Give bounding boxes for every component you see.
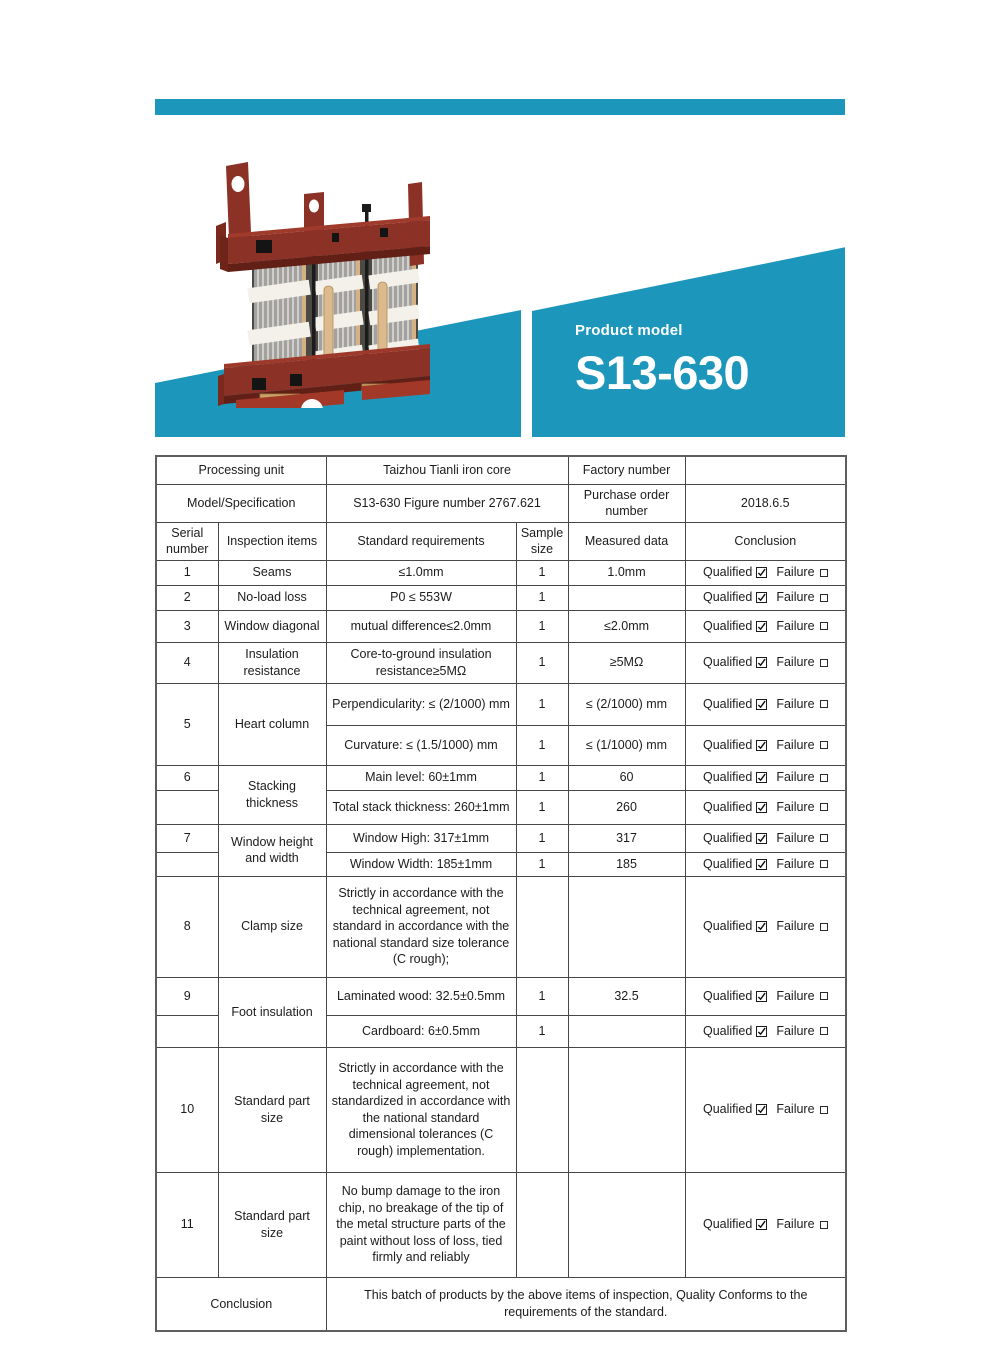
serial-number-cell: 1 (156, 560, 218, 585)
failure-label: Failure (776, 770, 815, 785)
measured-data-cell: 32.5 (568, 977, 685, 1015)
qualified-checkbox-icon (756, 657, 767, 668)
qualified-checkbox-icon (756, 991, 767, 1002)
qualified-label: Qualified (702, 655, 753, 670)
standard-requirement-cell: ≤1.0mm (326, 560, 516, 585)
inspection-item-cell: No-load loss (218, 585, 326, 610)
sample-size-cell: 1 (516, 585, 568, 610)
header-standard-requirements: Standard requirements (326, 522, 516, 560)
sample-size-cell: 1 (516, 824, 568, 852)
inspection-row (156, 610, 846, 642)
sample-size-cell: 1 (516, 560, 568, 585)
inspection-item-cell: Seams (218, 560, 326, 585)
measured-data-cell (568, 585, 685, 610)
product-model-label: Product model (575, 322, 683, 339)
inspection-row (156, 585, 846, 610)
top-accent-bar (155, 99, 845, 115)
qualified-checkbox-icon (756, 1026, 767, 1037)
qualified-label: Qualified (702, 988, 753, 1003)
transformer-core-illustration (212, 138, 447, 408)
failure-label: Failure (776, 618, 815, 633)
serial-number-cell: 11 (156, 1172, 218, 1277)
conclusion-cell (685, 824, 846, 852)
measured-data-cell (568, 1172, 685, 1277)
conclusion-cell (685, 1172, 846, 1277)
failure-checkbox-icon (820, 992, 828, 1000)
failure-checkbox-icon (820, 1221, 828, 1229)
sample-size-cell: 1 (516, 852, 568, 876)
inspection-item-cell: Heart column (218, 683, 326, 765)
qualified-checkbox-icon (756, 699, 767, 710)
sample-size-cell: 1 (516, 725, 568, 765)
qualified-checkbox-icon (756, 772, 767, 783)
qualified-checkbox-icon (756, 833, 767, 844)
serial-number-cell: 9 (156, 977, 218, 1015)
conclusion-row (156, 1277, 846, 1331)
failure-label: Failure (776, 799, 815, 814)
standard-requirement-cell: No bump damage to the iron chip, no breakage of the tip of the metal structure parts of the paint without loss of loss, tied firmly and reliably (326, 1172, 516, 1277)
measured-data-cell: 317 (568, 824, 685, 852)
standard-requirement-cell: Window Width: 185±1mm (326, 852, 516, 876)
failure-checkbox-icon (820, 700, 828, 708)
serial-number-cell: 10 (156, 1047, 218, 1172)
failure-label: Failure (776, 856, 815, 871)
failure-label: Failure (776, 1102, 815, 1117)
standard-requirement-cell: P0 ≤ 553W (326, 585, 516, 610)
factory-number-value (685, 456, 846, 484)
serial-number-cell (156, 790, 218, 824)
serial-number-cell: 4 (156, 642, 218, 683)
standard-requirement-cell: Strictly in accordance with the technical agreement, not standardized in accordance with the national standard dimensional tolerances (C rough) implementation. (326, 1047, 516, 1172)
measured-data-cell: ≤2.0mm (568, 610, 685, 642)
conclusion-label: Conclusion (156, 1277, 326, 1331)
qualified-checkbox-icon (756, 621, 767, 632)
standard-requirement-cell: mutual difference≤2.0mm (326, 610, 516, 642)
inspection-item-cell: Standard part size (218, 1172, 326, 1277)
top-clamp (216, 162, 430, 272)
qualified-checkbox-icon (756, 567, 767, 578)
failure-label: Failure (776, 696, 815, 711)
conclusion-cell (685, 683, 846, 725)
conclusion-text: This batch of products by the above items of inspection, Quality Conforms to the requirements of the standard. (326, 1277, 846, 1331)
failure-checkbox-icon (820, 774, 828, 782)
qualified-label: Qualified (702, 565, 753, 580)
sample-size-cell: 1 (516, 642, 568, 683)
inspection-row (156, 977, 846, 1015)
failure-checkbox-icon (820, 622, 828, 630)
qualified-checkbox-icon (756, 1104, 767, 1115)
model-spec-value: S13-630 Figure number 2767.621 (326, 484, 568, 522)
conclusion-cell (685, 852, 846, 876)
qualified-label: Qualified (702, 856, 753, 871)
product-model-value: S13-630 (575, 346, 750, 399)
qualified-label: Qualified (702, 590, 753, 605)
sample-size-cell: 1 (516, 1015, 568, 1047)
measured-data-cell (568, 876, 685, 977)
factory-number-label: Factory number (568, 456, 685, 484)
failure-checkbox-icon (820, 1027, 828, 1035)
conclusion-cell (685, 790, 846, 824)
serial-number-cell: 7 (156, 824, 218, 852)
failure-checkbox-icon (820, 923, 828, 931)
failure-label: Failure (776, 988, 815, 1003)
inspection-item-cell: Window height and width (218, 824, 326, 876)
header-sample-size: Sample size (516, 522, 568, 560)
qualified-checkbox-icon (756, 921, 767, 932)
inspection-row (156, 765, 846, 790)
failure-checkbox-icon (820, 659, 828, 667)
failure-label: Failure (776, 830, 815, 845)
failure-checkbox-icon (820, 834, 828, 842)
header-inspection-items: Inspection items (218, 522, 326, 560)
inspection-row (156, 642, 846, 683)
inspection-row (156, 683, 846, 725)
qualified-label: Qualified (702, 919, 753, 934)
serial-number-cell: 6 (156, 765, 218, 790)
measured-data-cell: 260 (568, 790, 685, 824)
header-serial-number: Serial number (156, 522, 218, 560)
inspection-item-cell: Standard part size (218, 1047, 326, 1172)
qualified-label: Qualified (702, 618, 753, 633)
measured-data-cell: ≤ (1/1000) mm (568, 725, 685, 765)
product-banner (575, 322, 749, 398)
sample-size-cell: 1 (516, 765, 568, 790)
standard-requirement-cell: Main level: 60±1mm (326, 765, 516, 790)
inspection-tbody (156, 560, 846, 1277)
failure-label: Failure (776, 1023, 815, 1038)
purchase-order-label: Purchase order number (568, 484, 685, 522)
purchase-order-value: 2018.6.5 (685, 484, 846, 522)
serial-number-cell: 5 (156, 683, 218, 765)
failure-label: Failure (776, 565, 815, 580)
standard-requirement-cell: Laminated wood: 32.5±0.5mm (326, 977, 516, 1015)
inspection-row (156, 1047, 846, 1172)
qualified-checkbox-icon (756, 859, 767, 870)
sample-size-cell: 1 (516, 977, 568, 1015)
inspection-item-cell: Foot insulation (218, 977, 326, 1047)
failure-label: Failure (776, 1217, 815, 1232)
conclusion-cell (685, 642, 846, 683)
failure-label: Failure (776, 590, 815, 605)
measured-data-cell (568, 1015, 685, 1047)
sample-size-cell: 1 (516, 683, 568, 725)
table-header-row (156, 522, 846, 560)
conclusion-cell (685, 1047, 846, 1172)
failure-checkbox-icon (820, 860, 828, 868)
sample-size-cell (516, 1172, 568, 1277)
header-measured-data: Measured data (568, 522, 685, 560)
qualified-checkbox-icon (756, 740, 767, 751)
header-conclusion: Conclusion (685, 522, 846, 560)
qualified-label: Qualified (702, 799, 753, 814)
measured-data-cell: ≥5MΩ (568, 642, 685, 683)
qualified-checkbox-icon (756, 1219, 767, 1230)
qualified-checkbox-icon (756, 592, 767, 603)
processing-unit-label: Processing unit (156, 456, 326, 484)
qualified-label: Qualified (702, 737, 753, 752)
standard-requirement-cell: Core-to-ground insulation resistance≥5MΩ (326, 642, 516, 683)
failure-label: Failure (776, 737, 815, 752)
sample-size-cell: 1 (516, 790, 568, 824)
standard-requirement-cell: Strictly in accordance with the technical agreement, not standard in accordance with the national standard size tolerance (C rough); (326, 876, 516, 977)
product-photo (212, 138, 447, 408)
sample-size-cell (516, 876, 568, 977)
conclusion-cell (685, 585, 846, 610)
inspection-item-cell: Insulation resistance (218, 642, 326, 683)
inspection-item-cell: Window diagonal (218, 610, 326, 642)
conclusion-cell (685, 560, 846, 585)
failure-checkbox-icon (820, 594, 828, 602)
serial-number-cell (156, 1015, 218, 1047)
measured-data-cell (568, 1047, 685, 1172)
serial-number-cell: 2 (156, 585, 218, 610)
serial-number-cell: 8 (156, 876, 218, 977)
inspection-row (156, 876, 846, 977)
failure-checkbox-icon (820, 741, 828, 749)
conclusion-cell (685, 1015, 846, 1047)
qualified-label: Qualified (702, 830, 753, 845)
conclusion-cell (685, 725, 846, 765)
failure-checkbox-icon (820, 803, 828, 811)
info-row-processing-unit (156, 456, 846, 484)
failure-checkbox-icon (820, 1106, 828, 1114)
failure-checkbox-icon (820, 569, 828, 577)
model-spec-label: Model/Specification (156, 484, 326, 522)
sample-size-cell (516, 1047, 568, 1172)
measured-data-cell: 60 (568, 765, 685, 790)
inspection-row (156, 560, 846, 585)
conclusion-cell (685, 977, 846, 1015)
serial-number-cell: 3 (156, 610, 218, 642)
standard-requirement-cell: Curvature: ≤ (1.5/1000) mm (326, 725, 516, 765)
failure-label: Failure (776, 655, 815, 670)
inspection-report-table (155, 455, 847, 1332)
measured-data-cell: ≤ (2/1000) mm (568, 683, 685, 725)
inspection-row (156, 824, 846, 852)
standard-requirement-cell: Total stack thickness: 260±1mm (326, 790, 516, 824)
inspection-row (156, 1172, 846, 1277)
inspection-item-cell: Clamp size (218, 876, 326, 977)
sample-size-cell: 1 (516, 610, 568, 642)
qualified-label: Qualified (702, 770, 753, 785)
info-row-model-spec (156, 484, 846, 522)
conclusion-cell (685, 610, 846, 642)
measured-data-cell: 185 (568, 852, 685, 876)
conclusion-cell (685, 876, 846, 977)
qualified-label: Qualified (702, 696, 753, 711)
standard-requirement-cell: Perpendicularity: ≤ (2/1000) mm (326, 683, 516, 725)
inspection-item-cell: Stacking thickness (218, 765, 326, 824)
qualified-checkbox-icon (756, 802, 767, 813)
serial-number-cell (156, 852, 218, 876)
qualified-label: Qualified (702, 1023, 753, 1038)
standard-requirement-cell: Window High: 317±1mm (326, 824, 516, 852)
standard-requirement-cell: Cardboard: 6±0.5mm (326, 1015, 516, 1047)
failure-label: Failure (776, 919, 815, 934)
qualified-label: Qualified (702, 1102, 753, 1117)
measured-data-cell: 1.0mm (568, 560, 685, 585)
processing-unit-value: Taizhou Tianli iron core (326, 456, 568, 484)
qualified-label: Qualified (702, 1217, 753, 1232)
conclusion-cell (685, 765, 846, 790)
